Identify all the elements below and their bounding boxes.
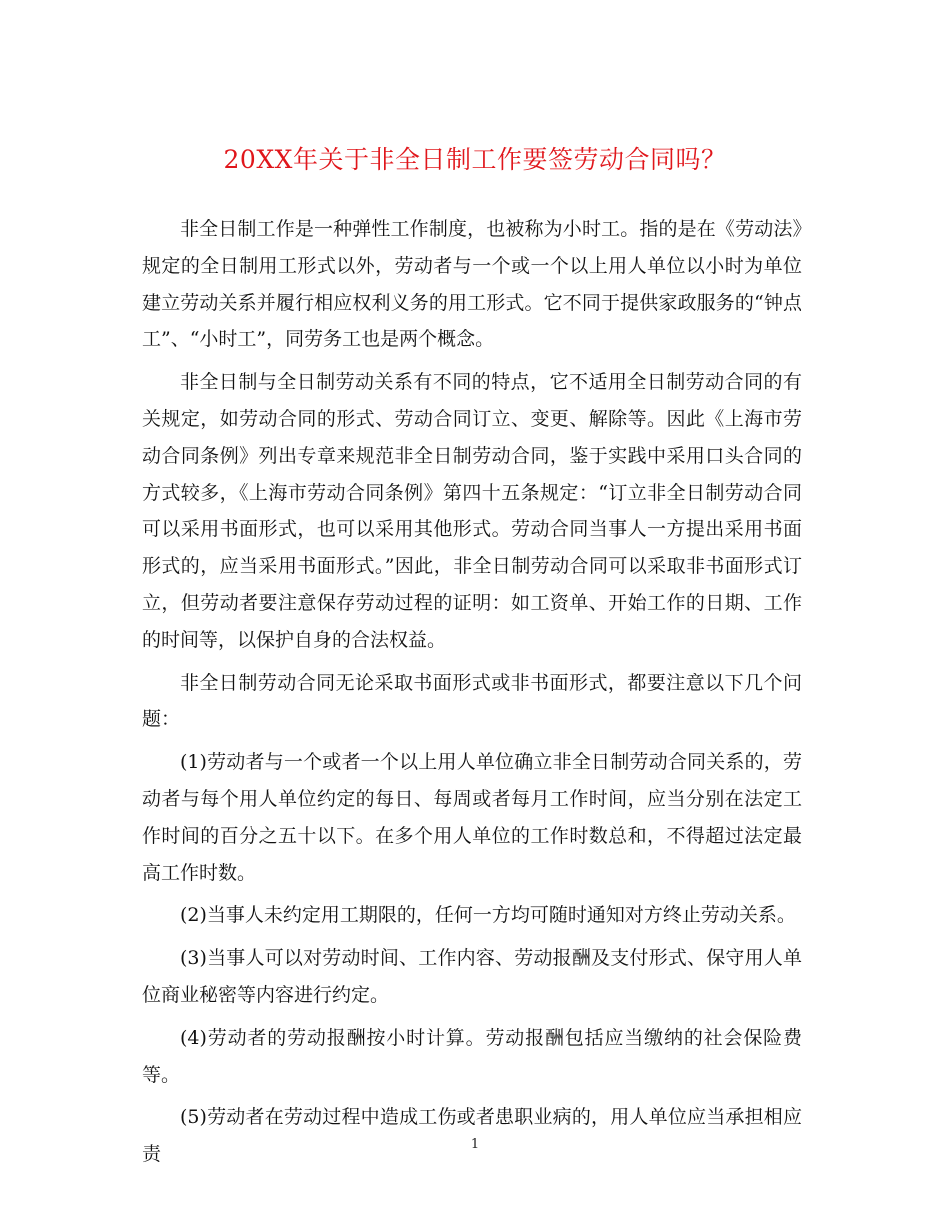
paragraph-5: (2)当事人未约定用工期限的，任何一方均可随时通知对方终止劳动关系。 xyxy=(180,904,796,927)
paragraph-2: 非全日制与全日制劳动关系有不同的特点，它不适用全日制劳动合同的有关规定，如劳动合同的形式、劳动合同订立、变更、解除等。因此《上海市劳动合同条例》列出专章来规范非全日制劳动合同，鉴于实践中采用口头合同的方式较多，《上海市劳动合同条例》第四十五条规定：“订立非全日制劳动合同可以采用书面形式，也可以采用其他形式。劳动合同当事人一方提出采用书面形式的，应当采用书面形式。”因此，非全日制劳动合同可以采取非书面形式订立，但劳动者要注意保存劳动过程的证明：如工资单、开始工作的日期、工作的时间等，以保护自身的合法权益。 xyxy=(142,371,802,651)
page-number: 1 xyxy=(470,1137,480,1152)
document-body xyxy=(142,211,802,1179)
paragraph-7: (4)劳动者的劳动报酬按小时计算。劳动报酬包括应当缴纳的社会保险费等。 xyxy=(142,1026,802,1086)
paragraph-3: 非全日制劳动合同无论采取书面形式或非书面形式，都要注意以下几个问题： xyxy=(142,671,802,731)
paragraph-6: (3)当事人可以对劳动时间、工作内容、劳动报酬及支付形式、保守用人单位商业秘密等内容进行约定。 xyxy=(142,947,802,1006)
paragraph-8: (5)劳动者在劳动过程中造成工伤或者患职业病的，用人单位应当承担相应责 xyxy=(142,1106,802,1166)
paragraph-4: (1)劳动者与一个或者一个以上用人单位确立非全日制劳动合同关系的，劳动者与每个用人单位约定的每日、每周或者每月工作时间，应当分别在法定工作时间的百分之五十以下。在多个用人单位的工作时数总和，不得超过法定最高工作时数。 xyxy=(142,751,802,884)
paragraph-1: 非全日制工作是一种弹性工作制度，也被称为小时工。指的是在《劳动法》规定的全日制用工形式以外，劳动者与一个或一个以上用人单位以小时为单位建立劳动关系并履行相应权利义务的用工形式。它不同于提供家政服务的“钟点工”、“小时工”，同劳务工也是两个概念。 xyxy=(142,218,802,351)
document-title: 20XX年关于非全日制工作要签劳动合同吗？ xyxy=(223,145,727,174)
